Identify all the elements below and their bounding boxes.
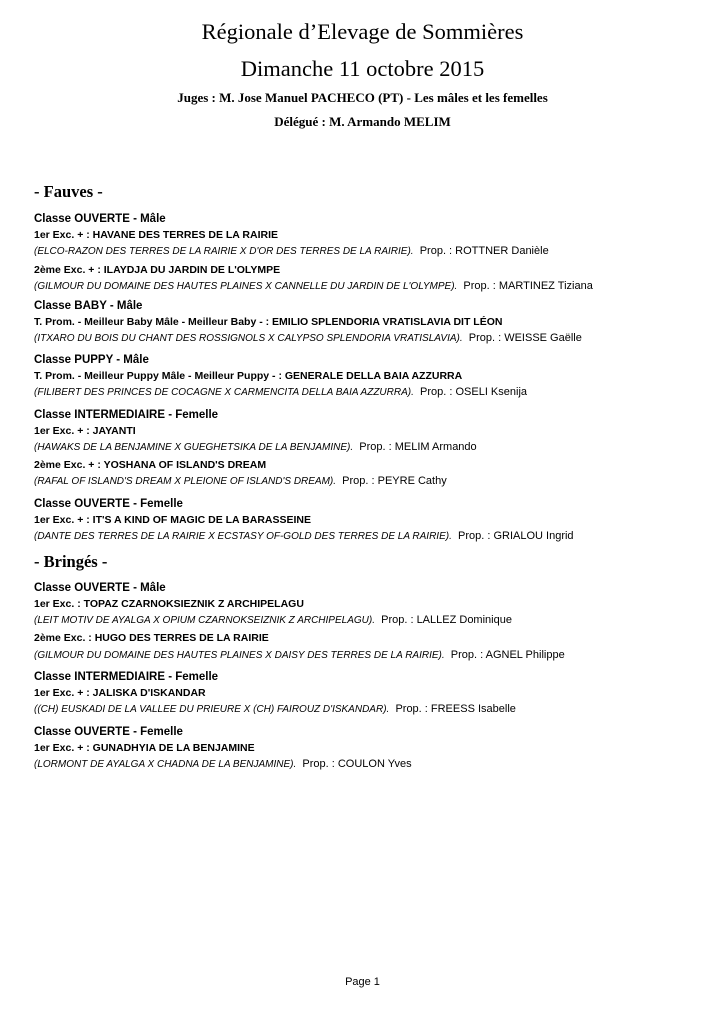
entry-owner: Prop. : WEISSE Gaëlle	[468, 332, 582, 344]
entry-pedigree: (FILIBERT DES PRINCES DE COCAGNE X CARMENCITA DELLA BAIA AZZURRA).	[34, 387, 414, 398]
entry-result: 1er Exc. : TOPAZ CZARNOKSIEZNIK Z ARCHIPELAGU	[34, 598, 304, 610]
entry-pedigree-line	[34, 529, 574, 544]
entry-result: 1er Exc. + : HAVANE DES TERRES DE LA RAIRIE	[34, 229, 278, 241]
class-heading: Classe BABY - Mâle	[34, 300, 143, 312]
entry-pedigree: (LORMONT DE AYALGA X CHADNA DE LA BENJAMINE).	[34, 759, 297, 770]
entry-pedigree: (LEIT MOTIV DE AYALGA X OPIUM CZARNOKSEIZNIK Z ARCHIPELAGU).	[34, 615, 375, 626]
entry-result: 2ème Exc. + : YOSHANA OF ISLAND'S DREAM	[34, 459, 267, 471]
entry-pedigree: (GILMOUR DU DOMAINE DES HAUTES PLAINES X CANNELLE DU JARDIN DE L'OLYMPE).	[34, 281, 458, 292]
entry-result: 2ème Exc. : HUGO DES TERRES DE LA RAIRIE	[34, 632, 269, 644]
entry-pedigree-line	[34, 648, 565, 663]
entry-owner: Prop. : ROTTNER Danièle	[419, 245, 549, 257]
entry-owner: Prop. : OSELI Ksenija	[420, 386, 528, 398]
class-heading: Classe OUVERTE - Femelle	[34, 726, 183, 738]
entry-owner: Prop. : COULON Yves	[302, 758, 412, 770]
class-heading: Classe INTERMEDIAIRE - Femelle	[34, 671, 219, 683]
entry-result: 2ème Exc. + : ILAYDJA DU JARDIN DE L'OLYMPE	[34, 264, 281, 276]
entry-pedigree: (GILMOUR DU DOMAINE DES HAUTES PLAINES X DAISY DES TERRES DE LA RAIRIE).	[34, 650, 445, 661]
entry-result: 1er Exc. + : GUNADHYIA DE LA BENJAMINE	[34, 742, 255, 754]
entry-result: 1er Exc. + : JAYANTI	[34, 425, 136, 437]
entry-pedigree-line	[34, 757, 412, 772]
entry-pedigree-line	[34, 244, 549, 259]
entry-pedigree: (DANTE DES TERRES DE LA RAIRIE X ECSTASY OF-GOLD DES TERRES DE LA RAIRIE).	[34, 531, 452, 542]
entry-result: T. Prom. - Meilleur Baby Mâle - Meilleur Baby - : EMILIO SPLENDORIA VRATISLAVIA DIT LÉON	[34, 316, 503, 328]
page-title: Régionale d’Elevage de Sommières	[201, 19, 524, 44]
judges-line: Juges : M. Jose Manuel PACHECO (PT) - Les mâles et les femelles	[177, 90, 548, 105]
delegate-line: Délégué : M. Armando MELIM	[274, 114, 451, 129]
entry-pedigree: (RAFAL OF ISLAND'S DREAM X PLEIONE OF ISLAND'S DREAM).	[34, 476, 337, 487]
event-date: Dimanche 11 octobre 2015	[240, 56, 485, 81]
entry-pedigree: ((CH) EUSKADI DE LA VALLEE DU PRIEURE X (CH) FAIROUZ D'ISKANDAR).	[34, 704, 390, 715]
entry-owner: Prop. : PEYRE Cathy	[342, 475, 447, 487]
section-title-fauves: - Fauves -	[34, 182, 103, 201]
entry-result: 1er Exc. + : JALISKA D'ISKANDAR	[34, 687, 206, 699]
page-number: Page 1	[345, 976, 380, 988]
entry-pedigree-line	[34, 279, 593, 294]
class-heading: Classe OUVERTE - Mâle	[34, 213, 166, 225]
entry-result: 1er Exc. + : IT'S A KIND OF MAGIC DE LA BARASSEINE	[34, 514, 311, 526]
entry-owner: Prop. : MARTINEZ Tiziana	[463, 280, 593, 292]
entry-pedigree: (ITXARO DU BOIS DU CHANT DES ROSSIGNOLS X CALYPSO SPLENDORIA VRATISLAVIA).	[34, 333, 463, 344]
class-heading: Classe OUVERTE - Mâle	[34, 582, 166, 594]
entry-pedigree-line	[34, 331, 582, 346]
entry-pedigree-line	[34, 702, 516, 717]
entry-pedigree: (ELCO-RAZON DES TERRES DE LA RAIRIE X D'OR DES TERRES DE LA RAIRIE).	[34, 246, 414, 257]
entry-pedigree-line	[34, 474, 447, 489]
section-title-bringes: - Bringés -	[34, 552, 108, 571]
entry-pedigree-line	[34, 385, 527, 400]
class-heading: Classe PUPPY - Mâle	[34, 354, 149, 366]
entry-pedigree-line	[34, 613, 512, 628]
entry-pedigree: (HAWAKS DE LA BENJAMINE X GUEGHETSIKA DE LA BENJAMINE).	[34, 442, 354, 453]
entry-owner: Prop. : MELIM Armando	[359, 441, 477, 453]
entry-owner: Prop. : GRIALOU Ingrid	[458, 530, 574, 542]
class-heading: Classe OUVERTE - Femelle	[34, 498, 183, 510]
entry-owner: Prop. : LALLEZ Dominique	[381, 614, 512, 626]
entry-pedigree-line	[34, 440, 477, 455]
entry-result: T. Prom. - Meilleur Puppy Mâle - Meilleur Puppy - : GENERALE DELLA BAIA AZZURRA	[34, 370, 463, 382]
entry-owner: Prop. : FREESS Isabelle	[395, 703, 516, 715]
class-heading: Classe INTERMEDIAIRE - Femelle	[34, 409, 219, 421]
entry-owner: Prop. : AGNEL Philippe	[450, 649, 565, 661]
